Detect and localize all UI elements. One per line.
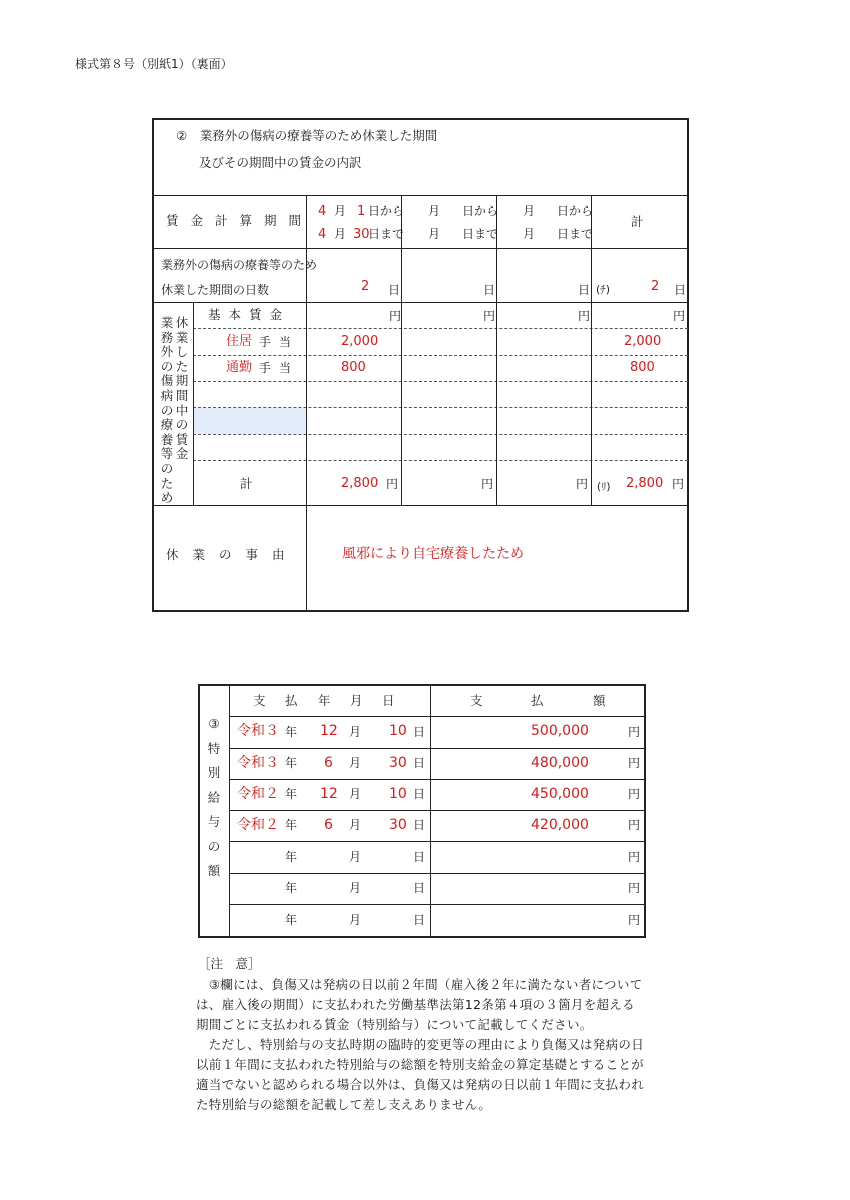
row3-month[interactable]: 12: [320, 786, 338, 802]
divider: [230, 716, 645, 717]
period3-month-unit: 月: [523, 204, 536, 218]
row-divider: [193, 328, 688, 329]
year-unit: 年: [285, 725, 298, 739]
period2-month-unit: 月: [428, 227, 441, 241]
yen-unit: 円: [672, 477, 685, 491]
notes-paragraph-1: ③欄には、負傷又は発病の日以前２年間（雇入後２年に満たない者については、雇入後の期間）に支払われた労働基準法第12条第４項の３箇月を超える期間ごとに支払われる賃金（特別給与）について記載してください。: [196, 977, 643, 1032]
column-divider: [401, 195, 402, 505]
day-unit: 日: [413, 881, 426, 895]
sum-total[interactable]: 2,800: [626, 476, 664, 491]
row2-era[interactable]: 令和３: [237, 755, 279, 771]
row3-day[interactable]: 10: [389, 786, 407, 802]
row1-amount[interactable]: 500,000: [531, 723, 589, 739]
side-label-outer: 業務外の傷病の療養等のため: [160, 315, 174, 506]
header-amount-1: 支: [470, 693, 483, 708]
divider: [153, 302, 688, 303]
day-unit: 日: [413, 850, 426, 864]
year-unit: 年: [285, 756, 298, 770]
wage-row-label-commute[interactable]: 通勤: [226, 360, 253, 375]
row4-day[interactable]: 30: [389, 817, 407, 833]
divider: [153, 505, 688, 506]
yen-unit: 円: [386, 477, 399, 491]
divider: [153, 195, 688, 196]
day-unit: 日: [413, 756, 426, 770]
day-unit: 日: [578, 283, 591, 297]
month-unit: 月: [349, 913, 362, 927]
yen-unit: 円: [481, 477, 494, 491]
divider: [230, 873, 645, 874]
total-header: 計: [631, 214, 644, 229]
header-date-1: 支: [253, 693, 266, 708]
row-divider: [193, 381, 688, 382]
wage-row-allowance-label: 手当: [259, 361, 300, 375]
wage-housing-total[interactable]: 2,000: [624, 334, 662, 349]
row2-amount[interactable]: 480,000: [531, 755, 589, 771]
period1-from-day[interactable]: 1: [357, 204, 366, 219]
header-amount-2: 払: [531, 693, 544, 708]
year-unit: 年: [285, 787, 298, 801]
row2-month[interactable]: 6: [324, 755, 333, 771]
days-total[interactable]: 2: [651, 279, 660, 294]
sum-value-1[interactable]: 2,800: [341, 476, 379, 491]
divider: [153, 248, 688, 249]
days-label-line2: 休業した期間の日数: [161, 283, 270, 297]
column-divider: [496, 195, 497, 505]
divider: [230, 841, 645, 842]
yen-unit: 円: [628, 756, 641, 770]
column-divider: [591, 195, 592, 505]
period1-month-unit: 月: [334, 204, 347, 218]
column-divider: [193, 302, 194, 505]
divider: [230, 779, 645, 780]
year-unit: 年: [285, 913, 298, 927]
yen-unit: 円: [628, 881, 641, 895]
section3-side-title: ③特別給与の額: [207, 716, 221, 878]
period1-month-unit: 月: [334, 227, 347, 241]
notes-paragraph-2: ただし、特別給与の支払時期の臨時的変更等の理由により負傷又は発病の日以前１年間に支払われた特別給与の総額を特別支給金の算定基礎とすることが適当でないと認められる場合以外は、負傷又は発病の日以前１年間に支払われた特別給与の総額を記載して差し支えありません。: [196, 1037, 645, 1112]
month-unit: 月: [349, 756, 362, 770]
period2-to-unit: 日まで: [462, 227, 499, 241]
yen-unit: 円: [673, 309, 686, 323]
day-unit: 日: [413, 725, 426, 739]
reason-value[interactable]: 風邪により自宅療養したため: [342, 546, 524, 562]
column-divider: [229, 685, 230, 937]
sum-label: 計: [240, 476, 253, 491]
period1-to-day[interactable]: 30: [353, 227, 370, 242]
wage-row-label-basic: 基本賃金: [208, 307, 291, 322]
month-unit: 月: [349, 787, 362, 801]
wage-housing-value-1[interactable]: 2,000: [341, 334, 379, 349]
header-date-2: 払: [285, 693, 298, 708]
day-unit: 日: [413, 818, 426, 832]
yen-unit: 円: [576, 477, 589, 491]
wage-row-label-housing[interactable]: 住居: [226, 334, 253, 349]
row3-era[interactable]: 令和２: [237, 786, 279, 802]
wage-commute-total[interactable]: 800: [630, 360, 655, 375]
yen-unit: 円: [628, 818, 641, 832]
row4-month[interactable]: 6: [324, 817, 333, 833]
period1-from-month[interactable]: 4: [318, 204, 327, 219]
year-unit: 年: [285, 881, 298, 895]
period3-to-unit: 日まで: [557, 227, 594, 241]
period3-from-unit: 日から: [557, 204, 594, 218]
row-divider: [193, 355, 688, 356]
selected-cell[interactable]: [194, 408, 306, 434]
sum-total-mark: (ﾘ): [597, 481, 611, 493]
header-date-3: 年: [318, 693, 331, 708]
yen-unit: 円: [578, 309, 591, 323]
period-label: 賃金計算期間: [166, 213, 314, 228]
yen-unit: 円: [628, 725, 641, 739]
month-unit: 月: [349, 850, 362, 864]
period1-to-month[interactable]: 4: [318, 227, 327, 242]
period1-from-unit: 日から: [368, 204, 405, 218]
divider: [230, 904, 645, 905]
header-amount-3: 額: [593, 693, 606, 708]
yen-unit: 円: [389, 309, 402, 323]
form-id: 様式第８号（別紙1）（裏面）: [75, 57, 233, 71]
section2-title-line1: ② 業務外の傷病の療養等のため休業した期間: [176, 128, 438, 143]
yen-unit: 円: [483, 309, 496, 323]
row4-era[interactable]: 令和２: [237, 817, 279, 833]
days-total-mark: (ﾁ): [596, 283, 611, 296]
period2-from-unit: 日から: [462, 204, 499, 218]
period1-to-unit: 日まで: [368, 227, 405, 241]
wage-row-allowance-label: 手当: [259, 335, 300, 349]
day-unit: 日: [483, 283, 496, 297]
wage-commute-value-1[interactable]: 800: [341, 360, 366, 375]
yen-unit: 円: [628, 787, 641, 801]
day-unit: 日: [388, 283, 401, 297]
reason-label: 休業の事由: [166, 547, 299, 562]
month-unit: 月: [349, 725, 362, 739]
row1-month[interactable]: 12: [320, 723, 338, 739]
header-date-5: 日: [382, 693, 395, 708]
year-unit: 年: [285, 818, 298, 832]
header-date-4: 月: [350, 693, 363, 708]
row1-day[interactable]: 10: [389, 723, 407, 739]
day-unit: 日: [413, 913, 426, 927]
divider: [230, 748, 645, 749]
period3-month-unit: 月: [523, 227, 536, 241]
day-unit: 日: [674, 283, 687, 297]
period2-month-unit: 月: [428, 204, 441, 218]
year-unit: 年: [285, 850, 298, 864]
side-label-inner: 休業した期間中の賃金: [175, 315, 189, 462]
row-divider: [193, 434, 688, 435]
month-unit: 月: [349, 818, 362, 832]
days-label-line1: 業務外の傷病の療養等のため: [161, 258, 318, 272]
row1-era[interactable]: 令和３: [237, 723, 279, 739]
column-divider: [430, 685, 431, 937]
days-value-1[interactable]: 2: [361, 279, 370, 294]
row2-day[interactable]: 30: [389, 755, 407, 771]
yen-unit: 円: [628, 850, 641, 864]
row-divider: [193, 460, 688, 461]
day-unit: 日: [413, 787, 426, 801]
divider: [230, 810, 645, 811]
month-unit: 月: [349, 881, 362, 895]
yen-unit: 円: [628, 913, 641, 927]
notes-heading: ［注 意］: [198, 956, 261, 971]
section2-title-line2: 及びその期間中の賃金の内訳: [199, 155, 362, 170]
row4-amount[interactable]: 420,000: [531, 817, 589, 833]
row3-amount[interactable]: 450,000: [531, 786, 589, 802]
